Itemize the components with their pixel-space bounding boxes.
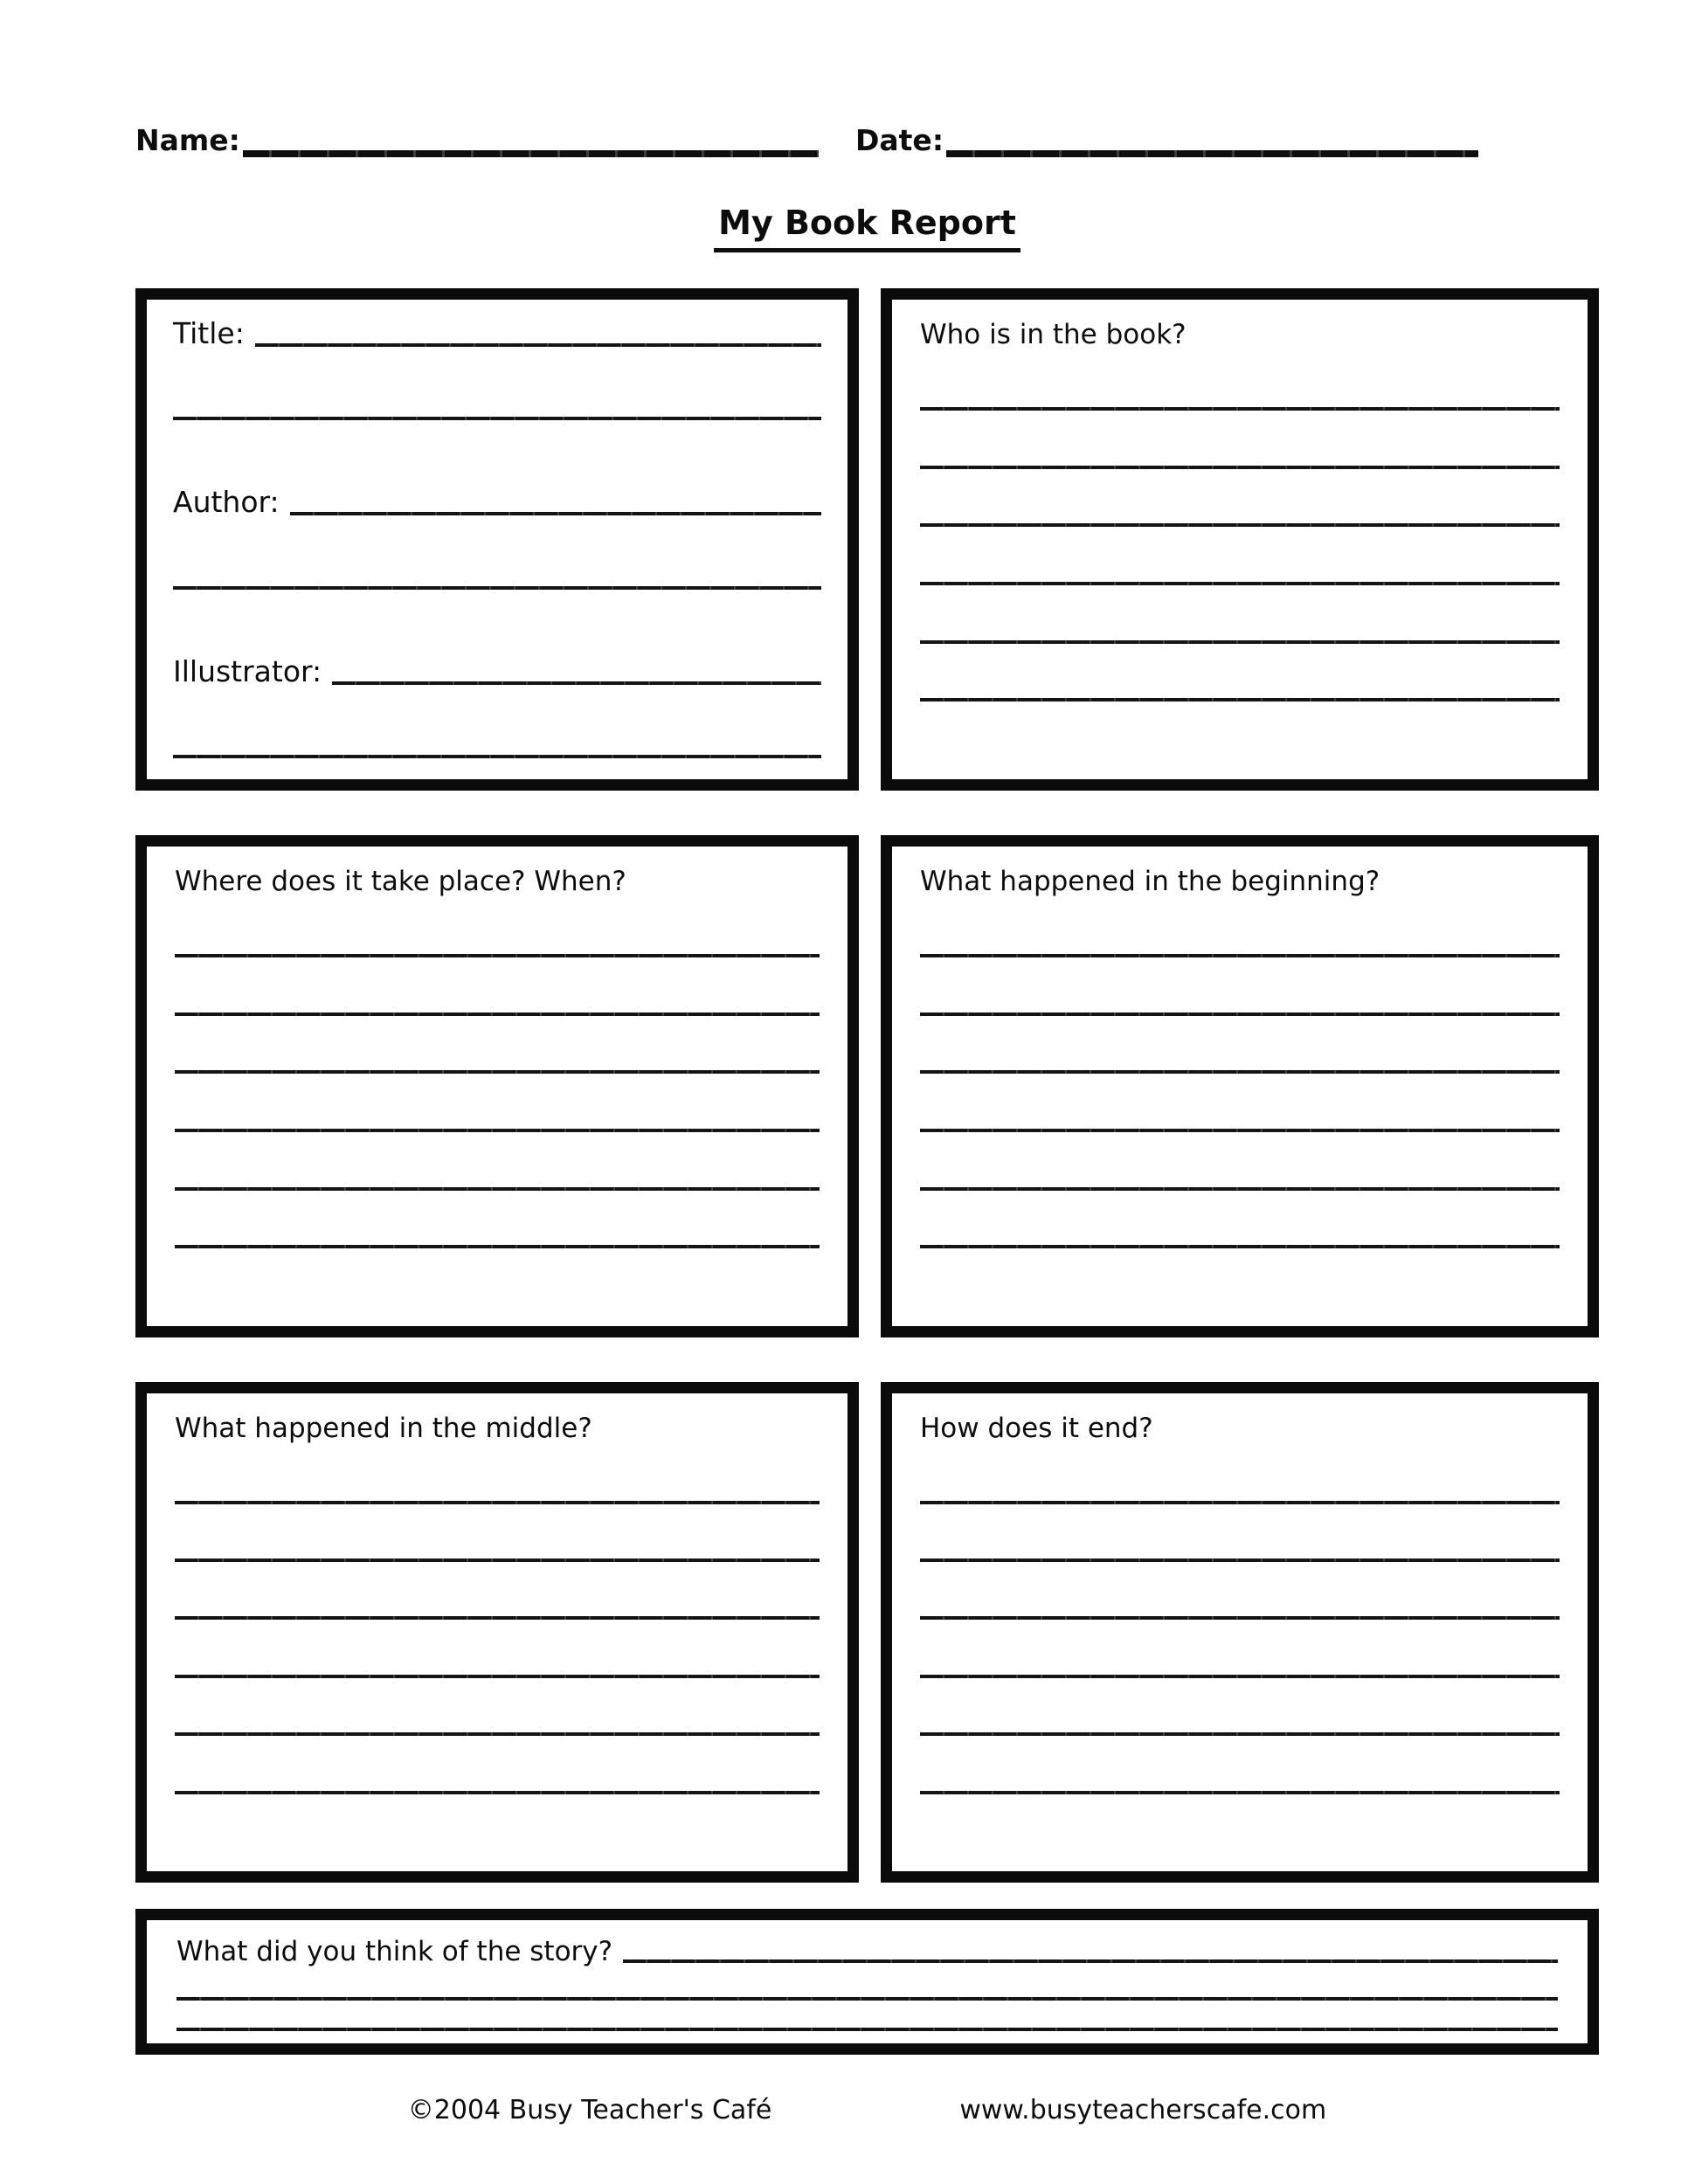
- box-setting: [135, 835, 859, 1337]
- opinion-question-row: [176, 1934, 1558, 1969]
- website-text: www.busyteacherscafe.com: [959, 2095, 1327, 2125]
- writing-lines: [920, 352, 1560, 757]
- blank-line: [920, 954, 1560, 957]
- blank-line: [176, 1997, 1558, 2001]
- box-book-info: [135, 288, 859, 791]
- blank-line: [175, 1245, 820, 1248]
- blank-line: [920, 407, 1560, 411]
- title-wrap: [135, 204, 1599, 252]
- question-middle: What happened in the middle?: [175, 1413, 592, 1444]
- blank-line: [175, 1129, 820, 1132]
- blank-line: [920, 1013, 1560, 1016]
- box-characters: [881, 288, 1599, 791]
- date-field: [855, 122, 1478, 158]
- question-characters: Who is in the book?: [920, 319, 1186, 350]
- blank-line: [920, 1501, 1560, 1504]
- illustrator-label: Illustrator:: [173, 653, 322, 688]
- illustrator-blank-line: [332, 681, 821, 685]
- blank-line: [175, 954, 820, 957]
- blank-line: [920, 1732, 1560, 1736]
- copyright-text: ©2004 Busy Teacher's Café: [407, 2095, 772, 2125]
- author-label: Author:: [173, 485, 280, 520]
- blank-line: [173, 417, 821, 420]
- blank-line: [920, 1675, 1560, 1678]
- blank-line: [920, 466, 1560, 469]
- author-field-row: [173, 484, 821, 522]
- book-info-stack: [173, 315, 821, 758]
- footer: [135, 2093, 1599, 2127]
- blank-line: [175, 1732, 820, 1736]
- question-beginning: What happened in the beginning?: [920, 866, 1380, 897]
- blank-line: [920, 1559, 1560, 1562]
- blank-line: [920, 523, 1560, 527]
- header: [135, 122, 1478, 158]
- name-field: [135, 122, 819, 158]
- blank-line: [175, 1791, 820, 1794]
- blank-line: [175, 1070, 820, 1074]
- writing-lines: [920, 899, 1560, 1303]
- box-middle: [135, 1382, 859, 1883]
- blank-line: [173, 586, 821, 590]
- blank-line: [175, 1559, 820, 1562]
- writing-lines: [175, 899, 820, 1303]
- writing-lines: [175, 1446, 820, 1849]
- question-end: How does it end?: [920, 1413, 1153, 1444]
- title-field-row: [173, 315, 821, 353]
- blank-line: [920, 582, 1560, 585]
- author-blank-line: [290, 512, 821, 515]
- name-label: Name:: [135, 123, 240, 157]
- blank-line: [175, 1013, 820, 1016]
- opinion-blank-line: [623, 1959, 1558, 1963]
- illustrator-field-row: [173, 653, 821, 691]
- writing-lines: [176, 1969, 1558, 2031]
- blank-line: [175, 1675, 820, 1678]
- box-opinion: [135, 1909, 1599, 2055]
- blank-line: [920, 640, 1560, 644]
- blank-line: [175, 1616, 820, 1620]
- date-blank-line: [946, 150, 1478, 157]
- blank-line: [920, 1129, 1560, 1132]
- box-end: [881, 1382, 1599, 1883]
- blank-line: [920, 698, 1560, 702]
- name-blank-line: [243, 150, 819, 157]
- blank-line: [920, 1791, 1560, 1794]
- blank-line: [173, 755, 821, 758]
- page-title: My Book Report: [714, 204, 1020, 252]
- title-blank-line: [255, 343, 821, 347]
- blank-line: [175, 1187, 820, 1191]
- blank-line: [175, 1501, 820, 1504]
- box-beginning: [881, 835, 1599, 1337]
- date-label: Date:: [855, 123, 944, 157]
- blank-line: [920, 1070, 1560, 1074]
- question-setting: Where does it take place? When?: [175, 866, 626, 897]
- question-opinion: What did you think of the story?: [176, 1936, 613, 1967]
- blank-line: [920, 1616, 1560, 1620]
- blank-line: [176, 2028, 1558, 2031]
- title-label: Title:: [173, 316, 245, 350]
- blank-line: [920, 1187, 1560, 1191]
- writing-lines: [920, 1446, 1560, 1849]
- blank-line: [920, 1245, 1560, 1248]
